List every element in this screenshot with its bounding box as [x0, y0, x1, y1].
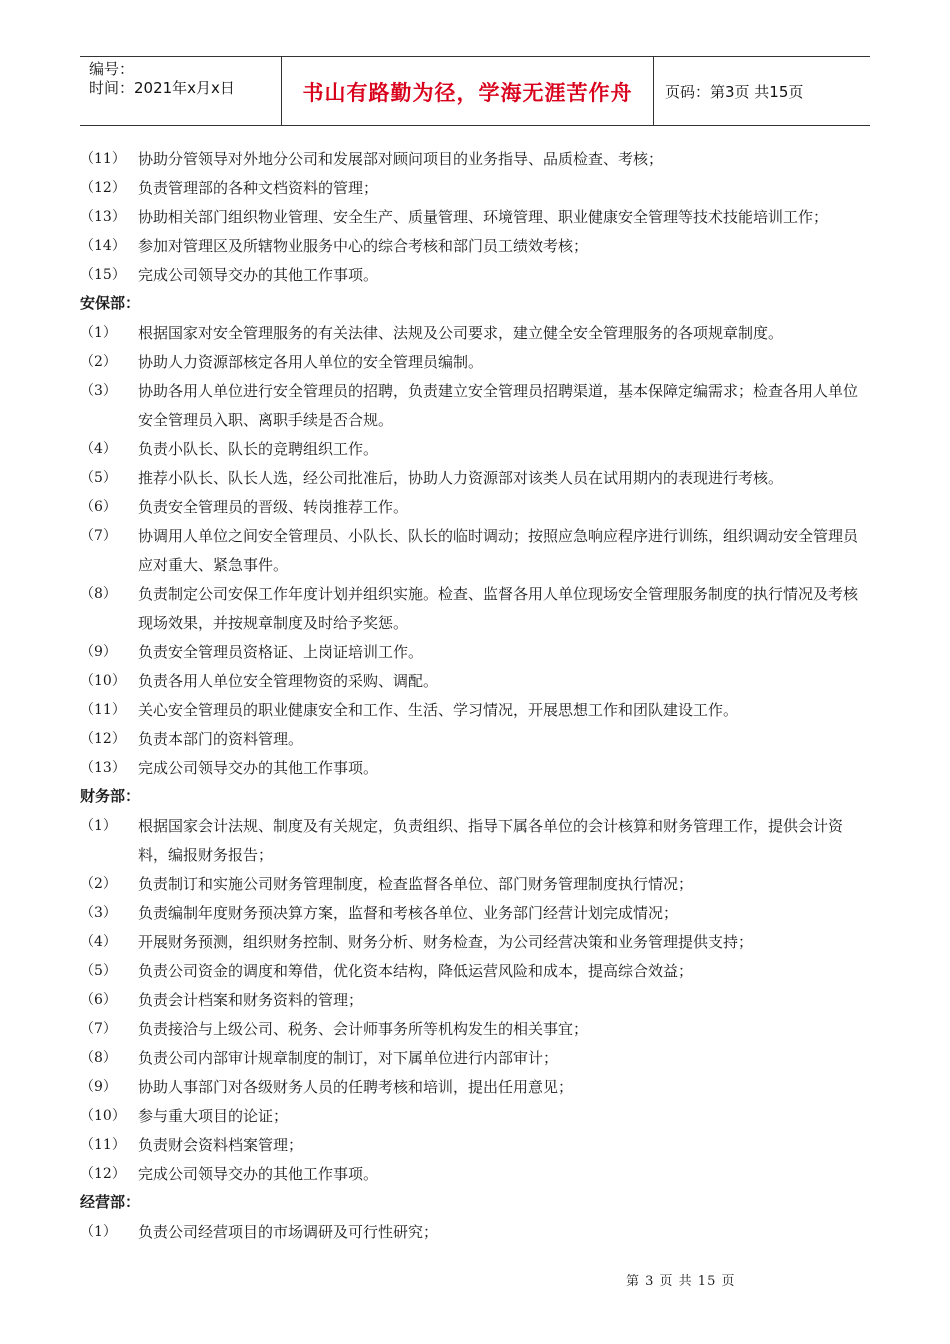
- list-item: [80, 754, 872, 783]
- item-number: （1）: [80, 818, 117, 834]
- list-item: [80, 145, 872, 174]
- item-text: 协助分管领导对外地分公司和发展部对顾问项目的业务指导、品质检查、考核；: [138, 150, 664, 168]
- item-number: （9）: [80, 1079, 117, 1095]
- item-number: （2）: [80, 354, 117, 370]
- page-footer: 第 3 页 共 15 页: [626, 1274, 736, 1289]
- list-item: [80, 870, 872, 899]
- item-number: （7）: [80, 1021, 117, 1037]
- item-number: （11）: [80, 1137, 126, 1153]
- item-text: 开展财务预测，组织财务控制、财务分析、财务检查，为公司经营决策和业务管理提供支持；: [138, 933, 754, 951]
- list-item: [80, 1131, 872, 1160]
- item-number: （15）: [80, 267, 126, 283]
- list-item: [80, 1044, 872, 1073]
- section-title: 安保部：: [80, 294, 141, 312]
- document-number-label: 编号：: [89, 60, 135, 78]
- item-text: 负责接洽与上级公司、税务、会计师事务所等机构发生的相关事宜；: [138, 1020, 589, 1038]
- item-number: （11）: [80, 702, 126, 718]
- list-item: [80, 638, 872, 667]
- item-text: 参与重大项目的论证；: [138, 1107, 289, 1125]
- section-title: 财务部：: [80, 787, 141, 805]
- list-item: [80, 696, 872, 725]
- item-text: 负责安全管理员资格证、上岗证培训工作。: [138, 643, 424, 661]
- list-item: [80, 435, 872, 464]
- item-number: （11）: [80, 151, 126, 167]
- list-item: [80, 1160, 872, 1189]
- item-text: 负责公司资金的调度和筹借，优化资本结构，降低运营风险和成本，提高综合效益；: [138, 962, 694, 980]
- item-text: 负责管理部的各种文档资料的管理；: [138, 179, 379, 197]
- page-header: [80, 56, 870, 126]
- list-item: [80, 493, 872, 522]
- item-number: （4）: [80, 441, 117, 457]
- item-text: 协调用人单位之间安全管理员、小队长、队长的临时调动；按照应急响应程序进行训练，组织调动安全管理员应对重大、紧急事件。: [138, 527, 859, 574]
- list-item: [80, 667, 872, 696]
- item-number: （4）: [80, 934, 117, 950]
- item-text: 负责公司内部审计规章制度的制订，对下属单位进行内部审计；: [138, 1049, 559, 1067]
- item-text: 负责公司经营项目的市场调研及可行性研究；: [138, 1223, 439, 1241]
- item-number: （8）: [80, 1050, 117, 1066]
- item-text: 负责财会资料档案管理；: [138, 1136, 304, 1154]
- list-item: [80, 1015, 872, 1044]
- item-text: 负责小队长、队长的竞聘组织工作。: [138, 440, 379, 458]
- item-number: （13）: [80, 760, 126, 776]
- item-number: （7）: [80, 528, 117, 544]
- list-item: [80, 1073, 872, 1102]
- item-number: （12）: [80, 731, 126, 747]
- item-number: （5）: [80, 470, 117, 486]
- item-text: 完成公司领导交办的其他工作事项。: [138, 266, 379, 284]
- item-number: （12）: [80, 1166, 126, 1182]
- list-item: [80, 812, 872, 870]
- list-item: [80, 522, 872, 580]
- item-number: （6）: [80, 992, 117, 1008]
- list-item: [80, 986, 872, 1015]
- list-item: [80, 957, 872, 986]
- item-text: 负责本部门的资料管理。: [138, 730, 304, 748]
- list-item: [80, 464, 872, 493]
- item-text: 负责会计档案和财务资料的管理；: [138, 991, 364, 1009]
- item-number: （1）: [80, 1224, 117, 1240]
- item-text: 协助各用人单位进行安全管理员的招聘，负责建立安全管理员招聘渠道，基本保障定编需求；检查各用人单位安全管理员入职、离职手续是否合规。: [138, 382, 859, 429]
- header-page-info: 页码：第3页 共15页: [665, 83, 804, 101]
- item-number: （12）: [80, 180, 126, 196]
- item-text: 参加对管理区及所辖物业服务中心的综合考核和部门员工绩效考核；: [138, 237, 589, 255]
- list-item: [80, 174, 872, 203]
- list-item: [80, 899, 872, 928]
- item-text: 负责制订和实施公司财务管理制度，检查监督各单位、部门财务管理制度执行情况；: [138, 875, 694, 893]
- item-text: 协助人事部门对各级财务人员的任聘考核和培训，提出任用意见；: [138, 1078, 574, 1096]
- list-item: [80, 203, 872, 232]
- header-meta: [89, 60, 235, 98]
- item-number: （2）: [80, 876, 117, 892]
- item-number: （10）: [80, 673, 126, 689]
- list-item: [80, 928, 872, 957]
- item-number: （8）: [80, 586, 117, 602]
- item-number: （5）: [80, 963, 117, 979]
- list-item: [80, 725, 872, 754]
- item-text: 负责安全管理员的晋级、转岗推荐工作。: [138, 498, 409, 516]
- list-item: [80, 232, 872, 261]
- item-text: 负责各用人单位安全管理物资的采购、调配。: [138, 672, 439, 690]
- list-item: [80, 1218, 872, 1247]
- item-text: 关心安全管理员的职业健康安全和工作、生活、学习情况，开展思想工作和团队建设工作。: [138, 701, 739, 719]
- item-text: 协助相关部门组织物业管理、安全生产、质量管理、环境管理、职业健康安全管理等技术技能培训工作；: [138, 208, 829, 226]
- item-text: 推荐小队长、队长人选，经公司批准后，协助人力资源部对该类人员在试用期内的表现进行考核。: [138, 469, 784, 487]
- item-number: （13）: [80, 209, 126, 225]
- list-item: [80, 580, 872, 638]
- item-number: （6）: [80, 499, 117, 515]
- item-text: 完成公司领导交办的其他工作事项。: [138, 1165, 379, 1183]
- item-text: 负责编制年度财务预决算方案，监督和考核各单位、业务部门经营计划完成情况；: [138, 904, 679, 922]
- list-item: [80, 261, 872, 290]
- item-text: 完成公司领导交办的其他工作事项。: [138, 759, 379, 777]
- item-text: 协助人力资源部核定各用人单位的安全管理员编制。: [138, 353, 484, 371]
- header-divider: [653, 57, 654, 125]
- item-number: （3）: [80, 905, 117, 921]
- list-item: [80, 1102, 872, 1131]
- item-number: （10）: [80, 1108, 126, 1124]
- item-number: （9）: [80, 644, 117, 660]
- item-number: （3）: [80, 383, 117, 399]
- list-item: [80, 319, 872, 348]
- item-number: （1）: [80, 325, 117, 341]
- item-number: （14）: [80, 238, 126, 254]
- item-text: 根据国家对安全管理服务的有关法律、法规及公司要求，建立健全安全管理服务的各项规章制度。: [138, 324, 784, 342]
- document-date: 时间：2021年x月x日: [89, 79, 235, 97]
- section-title: 经营部：: [80, 1193, 141, 1211]
- item-text: 负责制定公司安保工作年度计划并组织实施。检查、监督各用人单位现场安全管理服务制度的执行情况及考核现场效果，并按规章制度及时给予奖惩。: [138, 585, 859, 632]
- list-item: [80, 377, 872, 435]
- document-body: [80, 145, 872, 1247]
- list-item: [80, 348, 872, 377]
- item-text: 根据国家会计法规、制度及有关规定，负责组织、指导下属各单位的会计核算和财务管理工作，提供会计资料，编报财务报告；: [138, 817, 844, 864]
- header-motto: 书山有路勤为径，学海无涯苦作舟: [302, 81, 633, 105]
